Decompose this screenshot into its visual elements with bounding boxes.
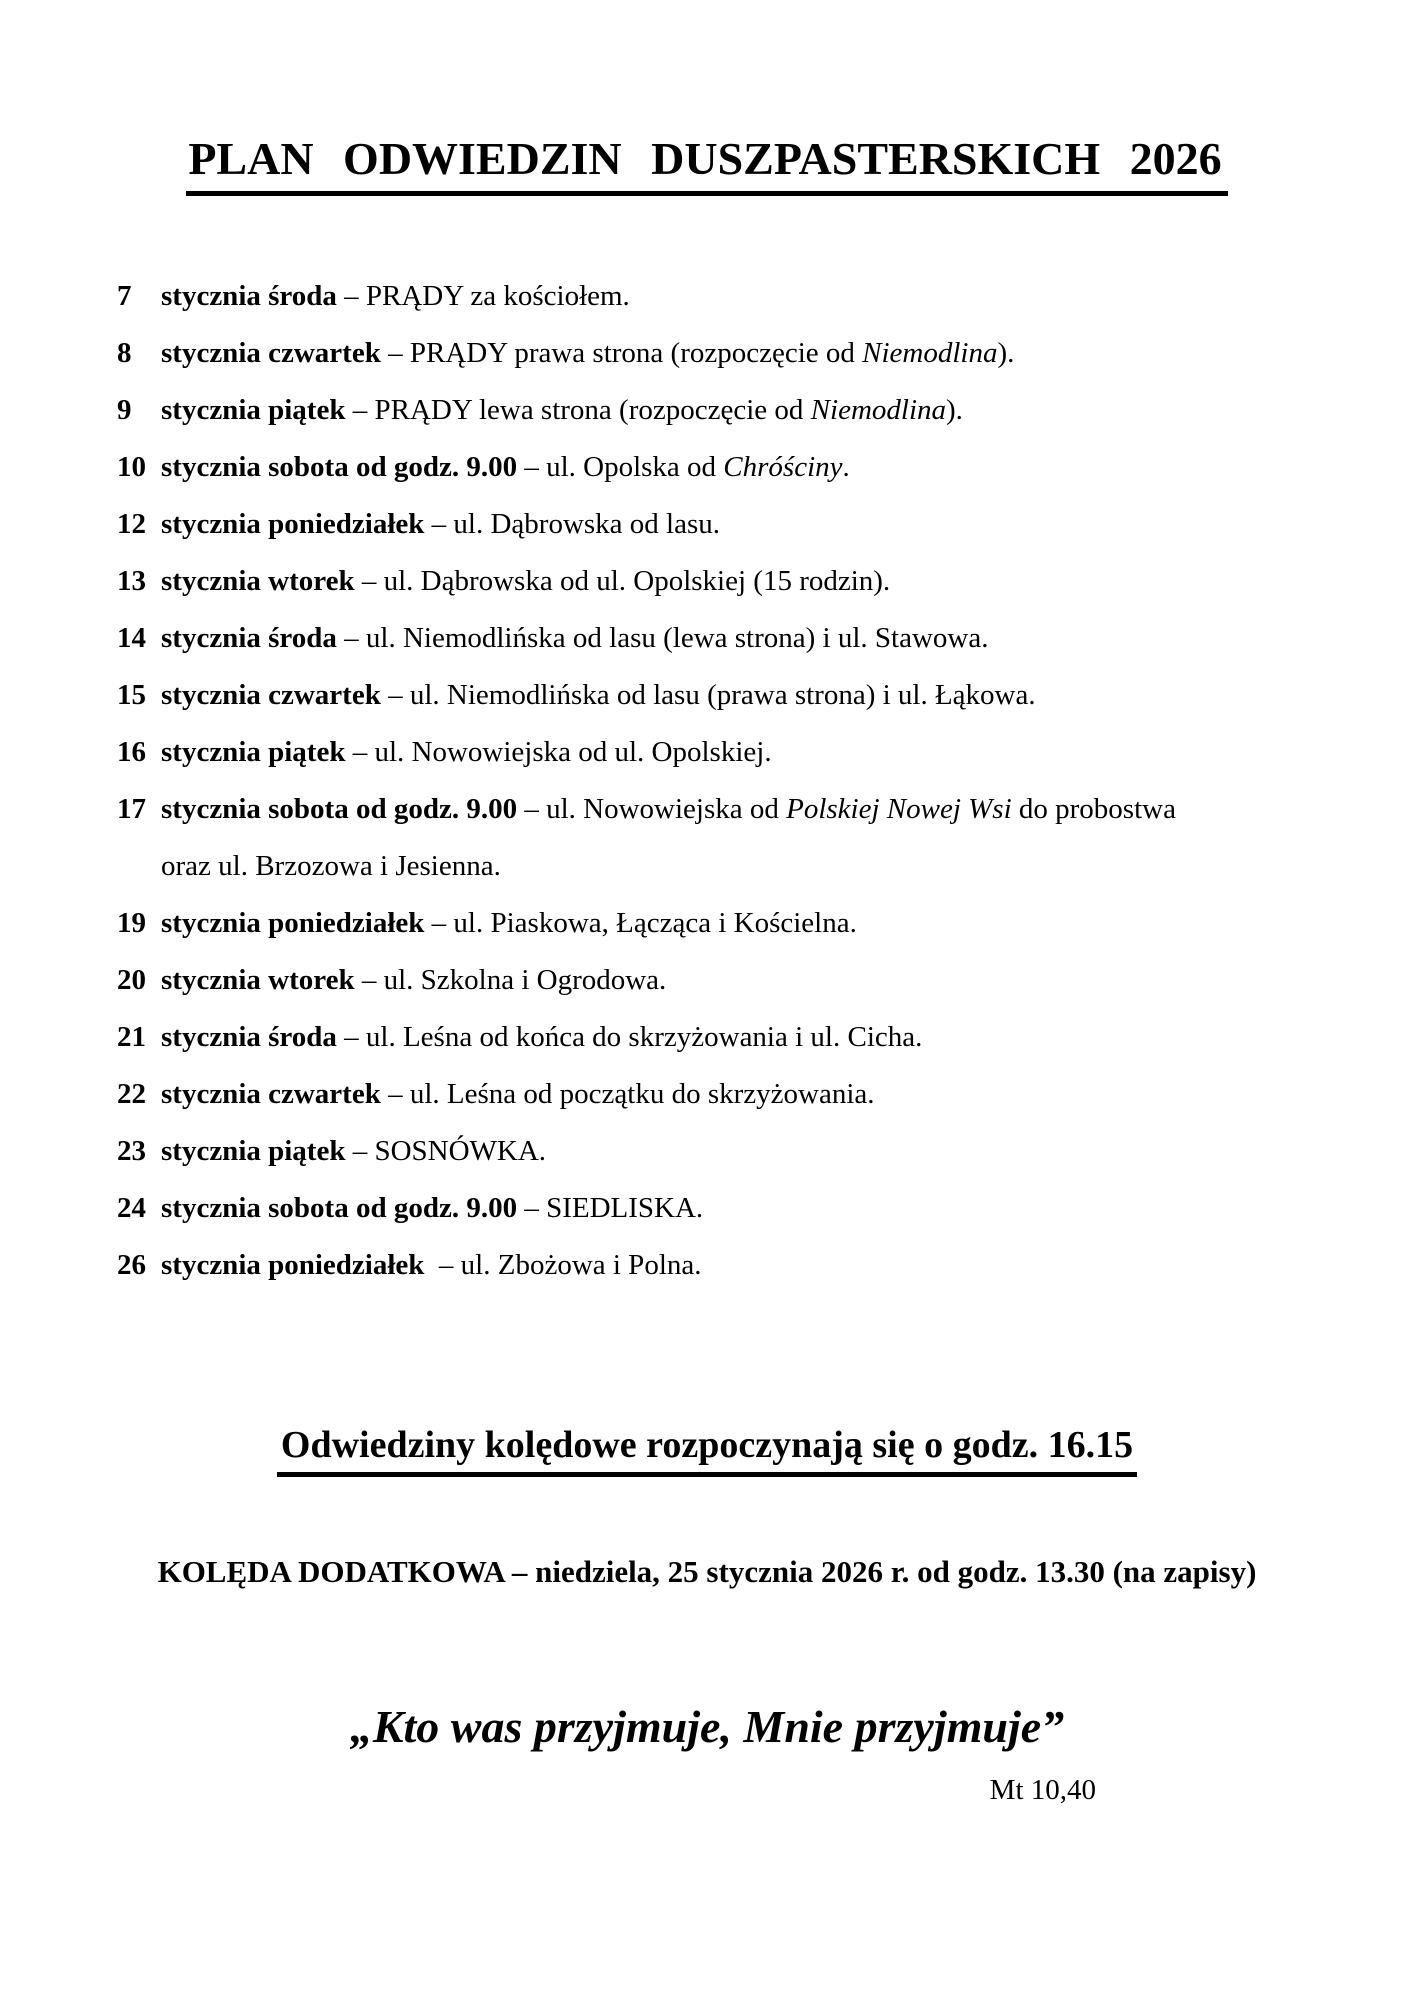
schedule-item [117,496,1337,553]
schedule-item-text [161,952,1337,1009]
schedule-item-day-label: stycznia środa [161,622,337,654]
schedule-item [117,724,1337,781]
schedule-item-day-label: stycznia sobota od godz. 9.00 [161,793,518,825]
schedule-item-description: – ul. Leśna od początku do skrzyżowania. [380,1078,875,1110]
schedule-item [117,781,1337,895]
schedule-item-text [161,781,1337,895]
schedule-item-text [161,895,1337,952]
schedule-item-day-label: stycznia piątek [161,736,346,768]
scripture-reference: Mt 10,40 [989,1774,1096,1806]
schedule-item-description: – ul. Nowowiejska od ul. Opolskiej. [345,736,772,768]
schedule-item-description: – SIEDLISKA. [517,1192,704,1224]
schedule-item [117,1237,1337,1294]
schedule-item [117,268,1337,325]
schedule-item-text [161,439,1337,496]
schedule-item-day-label: stycznia piątek [161,394,346,426]
schedule-item-day-label: stycznia środa [161,1021,337,1053]
title-row [0,0,1414,196]
schedule-item [117,1123,1337,1180]
schedule-item-date-number: 17 [117,793,146,825]
page-title: PLAN ODWIEDZIN DUSZPASTERSKICH 2026 [186,136,1227,196]
schedule-item-text [161,496,1337,553]
schedule-item [117,382,1337,439]
schedule-item [117,553,1337,610]
schedule-item-date-number: 24 [117,1192,146,1224]
schedule-item-date-number: 21 [117,1021,146,1053]
schedule-item-text [161,1066,1337,1123]
schedule-item-day-label: stycznia wtorek [161,964,355,996]
schedule-item-date-number: 23 [117,1135,146,1167]
schedule-item-place-name: Niemodlina [862,337,998,369]
schedule-item-day-label: stycznia wtorek [161,565,355,597]
schedule-item-description: – ul. Opolska od [517,451,724,483]
schedule-item-text [161,667,1337,724]
schedule-item-place-name: Chróściny [723,451,843,483]
schedule-item [117,610,1337,667]
schedule-item-description: oraz ul. Brzozowa i Jesienna. [161,850,501,882]
schedule-item-date-number: 14 [117,622,146,654]
schedule-item [117,1180,1337,1237]
schedule-item-description: ). [946,394,963,426]
schedule-item-description: – PRĄDY prawa strona (rozpoczęcie od [380,337,863,369]
schedule-item-description: – ul. Niemodlińska od lasu (lewa strona) i ul. Stawowa. [336,622,989,654]
schedule-item-date-number: 16 [117,736,146,768]
schedule-item-text [161,1180,1337,1237]
schedule-item-date-number: 22 [117,1078,146,1110]
schedule-item-day-label: stycznia poniedziałek [161,1249,425,1281]
schedule-item-description: – PRĄDY lewa strona (rozpoczęcie od [345,394,811,426]
schedule-item-text [161,1009,1337,1066]
schedule-item-text [161,610,1337,667]
schedule-item-text [161,553,1337,610]
scripture-quote: „Kto was przyjmuje, Mnie przyjmuje” [349,1701,1065,1752]
schedule-item [117,1009,1337,1066]
schedule-item-date-number: 8 [117,337,132,369]
schedule-item-description: – ul. Piaskowa, Łącząca i Kościelna. [424,907,857,939]
schedule-item-description: – ul. Dąbrowska od ul. Opolskiej (15 rodzin). [354,565,891,597]
extra-visit-note: KOLĘDA DODATKOWA – niedziela, 25 stycznia 2026 r. od godz. 13.30 (na zapisy) [157,1554,1257,1589]
schedule-item-description: – SOSNÓWKA. [345,1135,547,1167]
schedule-item-description: – ul. Dąbrowska od lasu. [424,508,721,540]
schedule-item-description: – ul. Niemodlińska od lasu (prawa strona) i ul. Łąkowa. [380,679,1036,711]
schedule-item [117,439,1337,496]
schedule-item-text [161,382,1337,439]
schedule-item-description: do probostwa [1011,793,1176,825]
schedule-item-date-number: 15 [117,679,146,711]
schedule-item-date-number: 10 [117,451,146,483]
schedule-item-description: – ul. Zbożowa i Polna. [424,1249,702,1281]
schedule-item-description: – PRĄDY za kościołem. [336,280,630,312]
schedule-item [117,325,1337,382]
schedule-item-day-label: stycznia sobota od godz. 9.00 [161,1192,518,1224]
schedule-item-text [161,1237,1337,1294]
schedule-item-date-number: 20 [117,964,146,996]
schedule-item-day-label: stycznia piątek [161,1135,346,1167]
schedule-item-description: – ul. Leśna od końca do skrzyżowania i ul. Cicha. [336,1021,923,1053]
schedule-item-day-label: stycznia poniedziałek [161,508,425,540]
schedule-item-place-name: Polskiej Nowej Wsi [786,793,1012,825]
schedule-item [117,667,1337,724]
schedule-item-day-label: stycznia czwartek [161,1078,381,1110]
schedule-item-date-number: 13 [117,565,146,597]
schedule-item-text [161,724,1337,781]
schedule-item [117,1066,1337,1123]
schedule-item-date-number: 12 [117,508,146,540]
schedule-item-description: – ul. Nowowiejska od [517,793,787,825]
schedule-item-text [161,325,1337,382]
schedule-item-description: – ul. Szkolna i Ogrodowa. [354,964,667,996]
schedule-item-day-label: stycznia czwartek [161,679,381,711]
schedule-item-day-label: stycznia środa [161,280,337,312]
schedule-item-place-name: Niemodlina [810,394,947,426]
schedule-list [0,268,1337,1294]
schedule-item [117,895,1337,952]
schedule-item-date-number: 26 [117,1249,146,1281]
schedule-item-description: ). [997,337,1015,369]
schedule-item-text [161,1123,1337,1180]
schedule-item-day-label: stycznia czwartek [161,337,381,369]
schedule-item-date-number: 9 [117,394,132,426]
schedule-item-date-number: 19 [117,907,146,939]
schedule-item [117,952,1337,1009]
start-time-row [0,1426,1414,1477]
schedule-item-description: . [842,451,850,483]
schedule-item-text [161,268,1337,325]
schedule-item-day-label: stycznia poniedziałek [161,907,425,939]
start-time-heading: Odwiedziny kolędowe rozpoczynają się o godz. 16.15 [277,1426,1137,1477]
schedule-item-date-number: 7 [117,280,132,312]
schedule-item-day-label: stycznia sobota od godz. 9.00 [161,451,518,483]
